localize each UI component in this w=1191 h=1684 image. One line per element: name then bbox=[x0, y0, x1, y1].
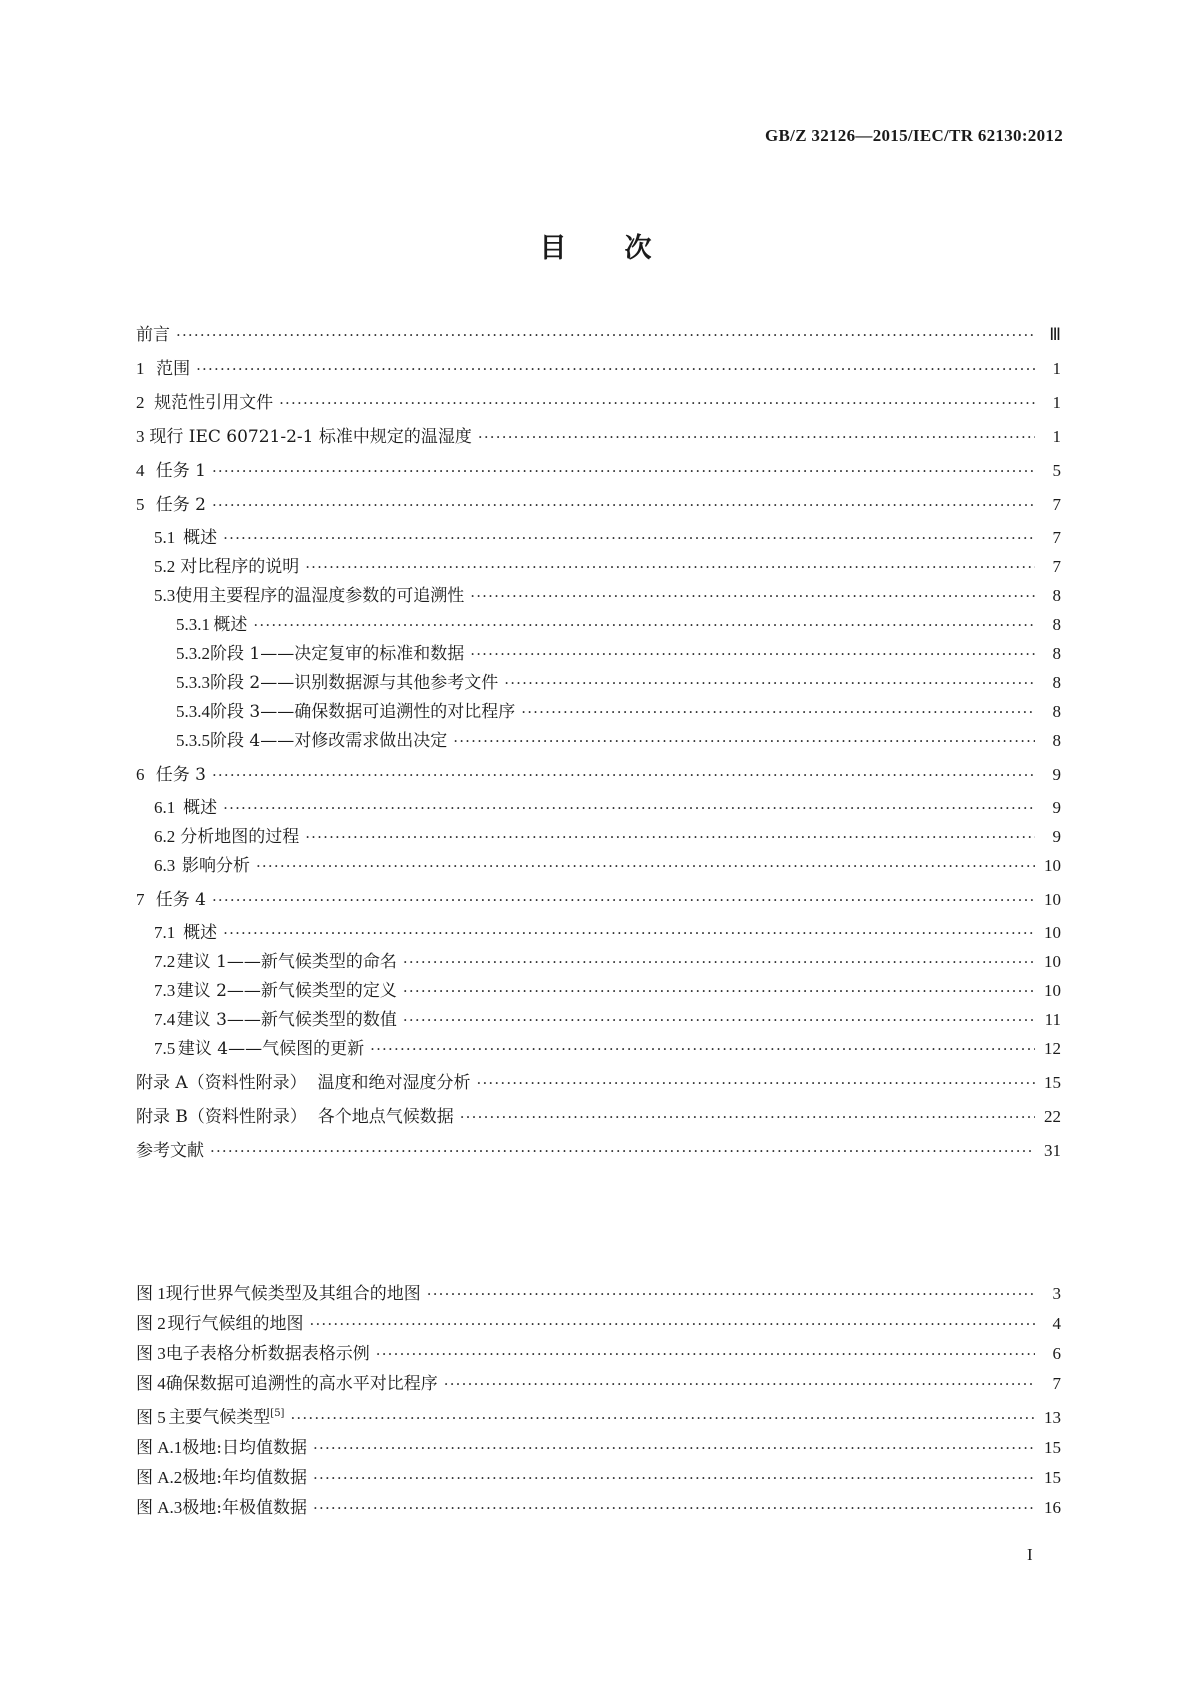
toc-label: 阶段 4——对修改需求做出决定 bbox=[210, 731, 448, 751]
toc-num: 5.3 bbox=[154, 586, 176, 605]
toc-page: 10 bbox=[1044, 890, 1061, 909]
toc-num: 5 bbox=[136, 495, 145, 514]
figure-label: 极地:日均值数据 bbox=[182, 1437, 308, 1458]
toc-leader bbox=[253, 614, 1035, 636]
citation-superscript: [5] bbox=[270, 1408, 285, 1419]
toc-num: 4 bbox=[136, 461, 145, 480]
toc-page: 5 bbox=[1052, 461, 1061, 480]
toc-page: 10 bbox=[1044, 981, 1061, 1000]
figure-num: 图 A.3 bbox=[136, 1497, 183, 1517]
toc-entry-5-1[interactable] bbox=[136, 527, 1061, 549]
figure-label-text: 主要气候类型 bbox=[168, 1407, 271, 1428]
toc-leader bbox=[313, 1497, 1035, 1519]
toc-num: 5.3.4 bbox=[176, 702, 210, 721]
figure-label bbox=[168, 1403, 284, 1429]
toc-num: 6 bbox=[136, 765, 145, 784]
toc-page: 11 bbox=[1044, 1010, 1061, 1029]
toc-leader bbox=[305, 556, 1035, 578]
figure-num: 图 2 bbox=[136, 1314, 166, 1333]
toc-label: 建议 3——新气候类型的数值 bbox=[176, 1010, 397, 1030]
toc-page: 7 bbox=[1052, 557, 1061, 576]
figure-label: 极地:年极值数据 bbox=[182, 1497, 308, 1518]
toc-leader bbox=[470, 643, 1035, 665]
toc-leader bbox=[370, 1038, 1035, 1060]
toc-entry-1[interactable] bbox=[136, 358, 1061, 380]
toc-leader bbox=[196, 358, 1035, 380]
toc-leader bbox=[427, 1283, 1035, 1305]
toc-label: 任务 1 bbox=[155, 461, 206, 481]
toc-leader bbox=[256, 855, 1035, 877]
toc-leader bbox=[223, 922, 1035, 944]
toc-num: 5.3.5 bbox=[176, 731, 210, 750]
toc-page: 8 bbox=[1052, 644, 1061, 663]
toc-leader bbox=[223, 527, 1035, 549]
toc-num: 7 bbox=[136, 890, 145, 909]
toc-num: 5.3.3 bbox=[176, 673, 210, 692]
figure-page: 15 bbox=[1044, 1467, 1061, 1487]
toc-entry-foreword[interactable] bbox=[136, 324, 1061, 346]
toc-page: 1 bbox=[1052, 393, 1061, 412]
figure-page: 13 bbox=[1044, 1407, 1061, 1427]
toc-leader bbox=[504, 672, 1035, 694]
figure-page: 15 bbox=[1044, 1437, 1061, 1457]
toc-leader bbox=[210, 1140, 1035, 1162]
figure-label: 现行世界气候类型及其组合的地图 bbox=[165, 1284, 421, 1304]
toc-label: 概述 bbox=[183, 528, 218, 548]
toc-page: 1 bbox=[1052, 427, 1061, 446]
toc-entry-7-5[interactable] bbox=[136, 1038, 1061, 1060]
toc-entry-6[interactable] bbox=[136, 764, 1061, 786]
toc-entry-annex-a[interactable] bbox=[136, 1072, 1061, 1094]
toc-page: 31 bbox=[1044, 1141, 1061, 1160]
figure-page: 3 bbox=[1052, 1284, 1061, 1303]
toc-page: 8 bbox=[1052, 615, 1061, 634]
toc-entry-7-3[interactable] bbox=[136, 980, 1061, 1002]
toc-entry-5-3[interactable] bbox=[136, 585, 1061, 607]
toc-label: 附录 B（资料性附录） 各个地点气候数据 bbox=[136, 1107, 454, 1127]
figure-num: 图 4 bbox=[136, 1374, 166, 1393]
figure-page: 6 bbox=[1052, 1344, 1061, 1363]
toc-num: 6.3 bbox=[154, 856, 176, 875]
toc-leader bbox=[305, 826, 1035, 848]
toc-page: Ⅲ bbox=[1049, 325, 1061, 344]
page-title: 目次 bbox=[539, 233, 710, 264]
toc-entry-2[interactable] bbox=[136, 392, 1061, 414]
toc-leader bbox=[212, 764, 1035, 786]
toc-page: 9 bbox=[1052, 798, 1061, 817]
toc-num: 1 bbox=[136, 359, 145, 378]
toc-entry-5-3-4[interactable] bbox=[136, 701, 1061, 723]
toc-entry-6-2[interactable] bbox=[136, 826, 1061, 848]
figure-entry-5[interactable] bbox=[136, 1403, 1061, 1429]
toc-entry-bibliography[interactable] bbox=[136, 1140, 1061, 1162]
toc-page: 7 bbox=[1052, 528, 1061, 547]
toc-leader bbox=[309, 1313, 1035, 1335]
toc-label: 分析地图的过程 bbox=[180, 827, 300, 847]
figure-label: 确保数据可追溯性的高水平对比程序 bbox=[165, 1374, 438, 1394]
toc-page: 10 bbox=[1044, 952, 1061, 971]
figure-entry-3[interactable] bbox=[136, 1343, 1061, 1365]
toc-entry-7[interactable] bbox=[136, 889, 1061, 911]
toc-num: 6.1 bbox=[154, 798, 176, 817]
toc-page: 9 bbox=[1052, 765, 1061, 784]
toc-leader bbox=[223, 797, 1035, 819]
toc-leader bbox=[290, 1407, 1035, 1429]
toc-page: 10 bbox=[1044, 923, 1061, 942]
toc-num: 7.5 bbox=[154, 1039, 176, 1058]
figure-entry-a3[interactable] bbox=[136, 1497, 1061, 1519]
figure-entry-2[interactable] bbox=[136, 1313, 1061, 1335]
toc-leader bbox=[313, 1467, 1035, 1489]
figure-num: 图 1 bbox=[136, 1284, 166, 1303]
toc-num: 7.2 bbox=[154, 952, 176, 971]
toc-num: 6.2 bbox=[154, 827, 176, 846]
toc-leader bbox=[212, 494, 1035, 516]
toc-leader bbox=[176, 324, 1035, 346]
toc-label: 附录 A（资料性附录） 温度和绝对湿度分析 bbox=[136, 1073, 471, 1093]
figure-page: 4 bbox=[1052, 1314, 1061, 1333]
toc-label: 阶段 2——识别数据源与其他参考文件 bbox=[210, 673, 499, 693]
toc-page: 7 bbox=[1052, 495, 1061, 514]
toc-page: 1 bbox=[1052, 359, 1061, 378]
toc-page: 9 bbox=[1052, 827, 1061, 846]
toc-leader bbox=[521, 701, 1035, 723]
toc-page: 8 bbox=[1052, 586, 1061, 605]
toc-entry-7-1[interactable] bbox=[136, 922, 1061, 944]
toc-page: 8 bbox=[1052, 731, 1061, 750]
toc-entry-6-1[interactable] bbox=[136, 797, 1061, 819]
toc-num: 2 bbox=[136, 393, 145, 412]
figure-entry-4[interactable] bbox=[136, 1373, 1061, 1395]
toc-label: 建议 2——新气候类型的定义 bbox=[176, 981, 397, 1001]
toc-entry-5-3-1[interactable] bbox=[136, 614, 1061, 636]
toc-leader bbox=[212, 889, 1035, 911]
toc-label: 概述 bbox=[213, 615, 248, 635]
toc-label: 对比程序的说明 bbox=[180, 557, 300, 577]
toc-entry-4[interactable] bbox=[136, 460, 1061, 482]
toc-leader bbox=[403, 1009, 1035, 1031]
toc-entry-5-3-5[interactable] bbox=[136, 730, 1061, 752]
toc-leader bbox=[313, 1437, 1035, 1459]
toc-label: 建议 1——新气候类型的命名 bbox=[176, 952, 397, 972]
toc-entry-5[interactable] bbox=[136, 494, 1061, 516]
toc-leader bbox=[453, 730, 1035, 752]
toc-entry-7-4[interactable] bbox=[136, 1009, 1061, 1031]
toc-label: 建议 4——气候图的更新 bbox=[177, 1039, 365, 1059]
toc-label: 任务 3 bbox=[155, 765, 206, 785]
toc-leader bbox=[212, 460, 1035, 482]
figure-entry-1[interactable] bbox=[136, 1283, 1061, 1305]
figure-page: 7 bbox=[1052, 1374, 1061, 1393]
toc-label: 任务 4 bbox=[155, 890, 206, 910]
toc-leader bbox=[444, 1373, 1035, 1395]
toc-num: 7.3 bbox=[154, 981, 176, 1000]
toc-leader bbox=[470, 585, 1035, 607]
toc-num: 3 bbox=[136, 427, 145, 446]
toc-leader bbox=[478, 426, 1035, 448]
figure-page: 16 bbox=[1044, 1497, 1061, 1517]
toc-leader bbox=[376, 1343, 1035, 1365]
toc-label: 阶段 1——决定复审的标准和数据 bbox=[210, 644, 465, 664]
toc-page: 12 bbox=[1044, 1039, 1061, 1058]
toc-label: 阶段 3——确保数据可追溯性的对比程序 bbox=[210, 702, 516, 722]
toc-num: 7.4 bbox=[154, 1010, 176, 1029]
toc-entry-3[interactable] bbox=[136, 426, 1061, 448]
toc-leader bbox=[403, 951, 1035, 973]
toc-leader bbox=[460, 1106, 1035, 1128]
figure-entry-a1[interactable] bbox=[136, 1437, 1061, 1459]
toc-entry-annex-b[interactable] bbox=[136, 1106, 1061, 1128]
toc-entry-5-3-2[interactable] bbox=[136, 643, 1061, 665]
figure-entry-a2[interactable] bbox=[136, 1467, 1061, 1489]
toc-entry-5-3-3[interactable] bbox=[136, 672, 1061, 694]
toc-label: 影响分析 bbox=[181, 856, 250, 876]
toc-label: 使用主要程序的温湿度参数的可追溯性 bbox=[175, 586, 465, 606]
figure-label: 现行气候组的地图 bbox=[167, 1314, 304, 1334]
page-number: I bbox=[1027, 1545, 1033, 1564]
toc-num: 7.1 bbox=[154, 923, 176, 942]
toc-leader bbox=[279, 392, 1035, 414]
toc-num: 5.1 bbox=[154, 528, 176, 547]
toc-entry-7-2[interactable] bbox=[136, 951, 1061, 973]
toc-label: 概述 bbox=[183, 923, 218, 943]
toc-page: 10 bbox=[1044, 856, 1061, 875]
table-of-contents bbox=[136, 324, 1061, 1162]
figure-label: 极地:年均值数据 bbox=[182, 1467, 308, 1488]
toc-entry-5-2[interactable] bbox=[136, 556, 1061, 578]
toc-label: 前言 bbox=[136, 325, 170, 345]
list-of-figures bbox=[136, 1283, 1061, 1519]
toc-page: 22 bbox=[1044, 1107, 1061, 1126]
toc-label: 规范性引用文件 bbox=[154, 393, 274, 413]
toc-num: 5.3.2 bbox=[176, 644, 210, 663]
figure-num: 图 A.1 bbox=[136, 1437, 183, 1457]
toc-label: 现行 IEC 60721-2-1 标准中规定的温湿度 bbox=[149, 427, 472, 447]
toc-label: 参考文献 bbox=[136, 1141, 204, 1161]
toc-page: 8 bbox=[1052, 702, 1061, 721]
toc-label: 范围 bbox=[156, 359, 191, 379]
figure-num: 图 3 bbox=[136, 1344, 166, 1363]
figure-num: 图 5 bbox=[136, 1407, 166, 1427]
toc-page: 15 bbox=[1044, 1073, 1061, 1092]
toc-num: 5.3.1 bbox=[176, 615, 210, 634]
standard-code: GB/Z 32126—2015/IEC/TR 62130:2012 bbox=[765, 126, 1063, 145]
toc-page: 8 bbox=[1052, 673, 1061, 692]
figure-label: 电子表格分析数据表格示例 bbox=[165, 1344, 370, 1364]
toc-num: 5.2 bbox=[154, 557, 176, 576]
toc-leader bbox=[403, 980, 1035, 1002]
toc-leader bbox=[477, 1072, 1036, 1094]
toc-label: 概述 bbox=[183, 798, 218, 818]
toc-entry-6-3[interactable] bbox=[136, 855, 1061, 877]
figure-num: 图 A.2 bbox=[136, 1467, 183, 1487]
toc-label: 任务 2 bbox=[155, 495, 206, 515]
